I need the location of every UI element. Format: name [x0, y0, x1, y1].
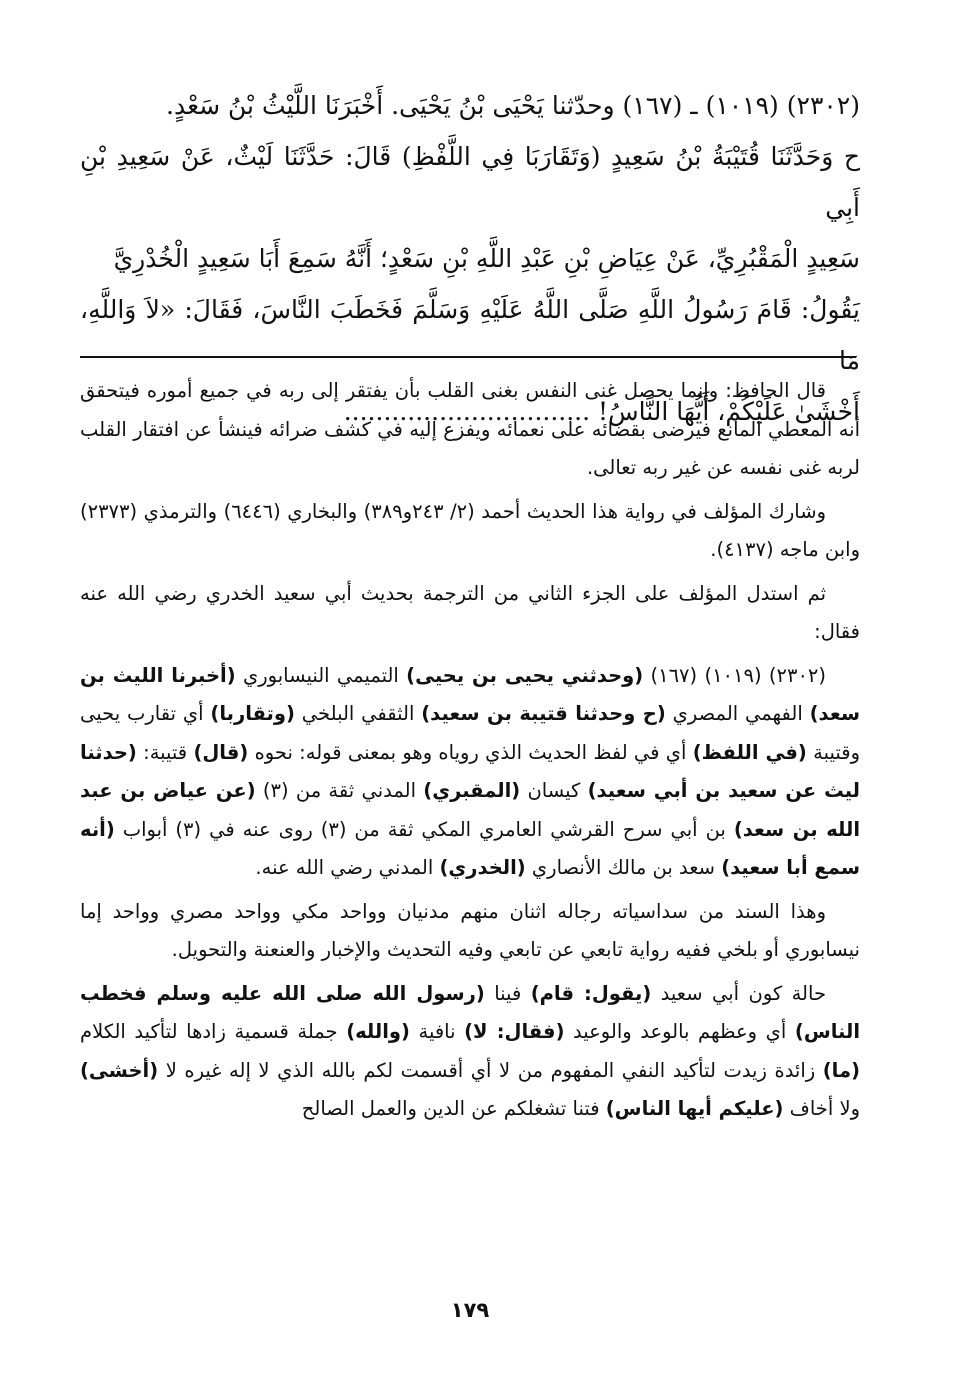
page-number: ١٧٩ — [450, 1298, 490, 1322]
quoted-text: (يقول: قام) — [530, 981, 652, 1005]
ellipsis-dots: ............................... — [343, 397, 591, 426]
text-run: نافية — [409, 1020, 465, 1043]
text-run: أي تقارب يحيى وقتيبة — [80, 702, 860, 764]
quoted-text: (حدثنا ليث عن سعيد بن أبي سعيد) — [80, 740, 860, 802]
footnote-divider — [80, 356, 856, 358]
text-run: المدني رضي الله عنه. — [255, 856, 440, 879]
hadith-line: (٢٣٠٢) (١٠١٩) ـ (١٦٧) وحدّثنا يَحْيَى بْنُ يَحْيَى. أَخْبَرَنَا اللَّيْثُ بْنُ سَعْدٍ. — [166, 91, 860, 120]
commentary-paragraph: ثم استدل المؤلف على الجزء الثاني من الترجمة بحديث أبي سعيد الخدري رضي الله عنه فقال: — [80, 581, 860, 643]
text-run: (٢٣٠٢) (١٠١٩) (١٦٧) — [643, 663, 827, 687]
quoted-text: (رسول الله صلى الله عليه وسلم فخطب الناس) — [80, 981, 861, 1043]
text-run: أي في لفظ الحديث الذي روياه وهو بمعنى قوله: نحوه — [248, 740, 693, 764]
quoted-text: (والله) — [346, 1020, 410, 1043]
text-run: فينا — [484, 981, 531, 1005]
quoted-text: (ما) — [822, 1058, 860, 1082]
quoted-text: (وتقاربا) — [210, 702, 295, 725]
commentary-paragraph: وشارك المؤلف في رواية هذا الحديث أحمد (٢/ ٢٤٣و٣٨٩) والبخاري (٦٤٤٦) والترمذي (٢٣٧٣) وابن ماجه (٤١٣٧). — [80, 499, 860, 561]
text-run: جملة قسمية زادها لتأكيد الكلام — [80, 1020, 347, 1043]
text-run: الثقفي البلخي — [294, 702, 422, 725]
quoted-text: (فقال: لا) — [464, 1020, 565, 1043]
quoted-text: (قال) — [193, 740, 249, 764]
commentary-paragraph: وهذا السند من سداسياته رجاله اثنان منهم مدنيان وواحد مكي وواحد مصري وواحد إما نيسابوري أو بلخي ففيه رواية تابعي عن تابعي وفيه التحديث والإخبار والعنعنة والتحويل. — [80, 899, 860, 961]
text-run: زائدة زيدت لتأكيد النفي المفهوم من لا أي أقسمت لكم بالله الذي لا إله غيره لا — [158, 1058, 823, 1082]
text-run: الفهمي المصري — [665, 702, 810, 725]
text-run: كيسان — [520, 779, 588, 802]
quoted-text: (المقبري) — [423, 779, 521, 802]
text-run: بن أبي سرح القرشي العامري المكي ثقة من (٣) روى عنه في (٣) أبواب — [114, 817, 734, 841]
hadith-line: يَقُولُ: قَامَ رَسُولُ اللَّهِ صَلَّى اللَّهُ عَلَيْهِ وَسَلَّمَ فَخَطَبَ النَّاسَ، فَقَالَ: «لاَ وَاللَّهِ، مَا — [80, 295, 860, 375]
quoted-text: (في اللفظ) — [692, 740, 807, 764]
quoted-text: (أخشى) — [80, 1058, 159, 1082]
commentary-paragraph — [80, 975, 860, 1129]
text-run: حالة كون أبي سعيد — [651, 981, 826, 1005]
hadith-line-text: أَخْشَىٰ عَلَيْكُمْ، أَيُّهَا النَّاسُ! — [598, 397, 860, 426]
text-run: سعد بن مالك الأنصاري — [525, 856, 722, 879]
text-run: المدني ثقة من (٣) — [255, 779, 424, 802]
quoted-text: (ح وحدثنا قتيبة بن سعيد) — [421, 702, 666, 725]
quoted-text: (أخبرنا الليث بن سعد) — [80, 663, 860, 725]
quoted-text: (الخدري) — [439, 856, 526, 879]
hadith-line: سَعِيدٍ الْمَقْبُرِيِّ، عَنْ عِيَاضِ بْنِ عَبْدِ اللَّهِ بْنِ سَعْدٍ؛ أَنَّهُ سَمِعَ أَبَا سَعِيدٍ الْخُدْرِيَّ — [113, 244, 860, 273]
text-run: التميمي النيسابوري — [235, 663, 407, 687]
hadith-line: ح وَحَدَّثَنَا قُتَيْبَةُ بْنُ سَعِيدٍ (وَتَقَارَبَا فِي اللَّفْظِ) قَالَ: حَدَّثَنَا لَيْثٌ، عَنْ سَعِيدِ بْنِ أَبِي — [80, 142, 860, 222]
quoted-text: (عليكم أيها الناس) — [605, 1097, 784, 1120]
text-run: قتيبة: — [136, 740, 194, 764]
quoted-text: (أنه سمع أبا سعيد) — [80, 817, 860, 879]
quoted-text: (وحدثني يحيى بن يحيى) — [406, 663, 644, 687]
commentary-paragraph — [80, 657, 860, 888]
text-run: أي وعظهم بالوعد والوعيد — [564, 1020, 795, 1043]
commentary-paragraph: قال الحافظ: وإنما يحصل غنى النفس بغنى القلب بأن يفتقر إلى ربه في جميع أموره فيتحقق أنه المعطي المانع فيرضى بقضائه على نعمائه ويفزع إليه في كشف ضرائه فينشأ عن افتقار القلب لربه غنى نفسه عن غير ربه تعالى. — [80, 379, 860, 479]
book-page — [80, 80, 860, 1340]
text-run: فتنا تشغلكم عن الدين والعمل الصالح — [301, 1097, 606, 1120]
commentary — [80, 372, 860, 1134]
quoted-text: (عن عياض بن عبد الله بن سعد) — [80, 779, 861, 841]
text-run: ولا أخاف — [783, 1097, 860, 1120]
